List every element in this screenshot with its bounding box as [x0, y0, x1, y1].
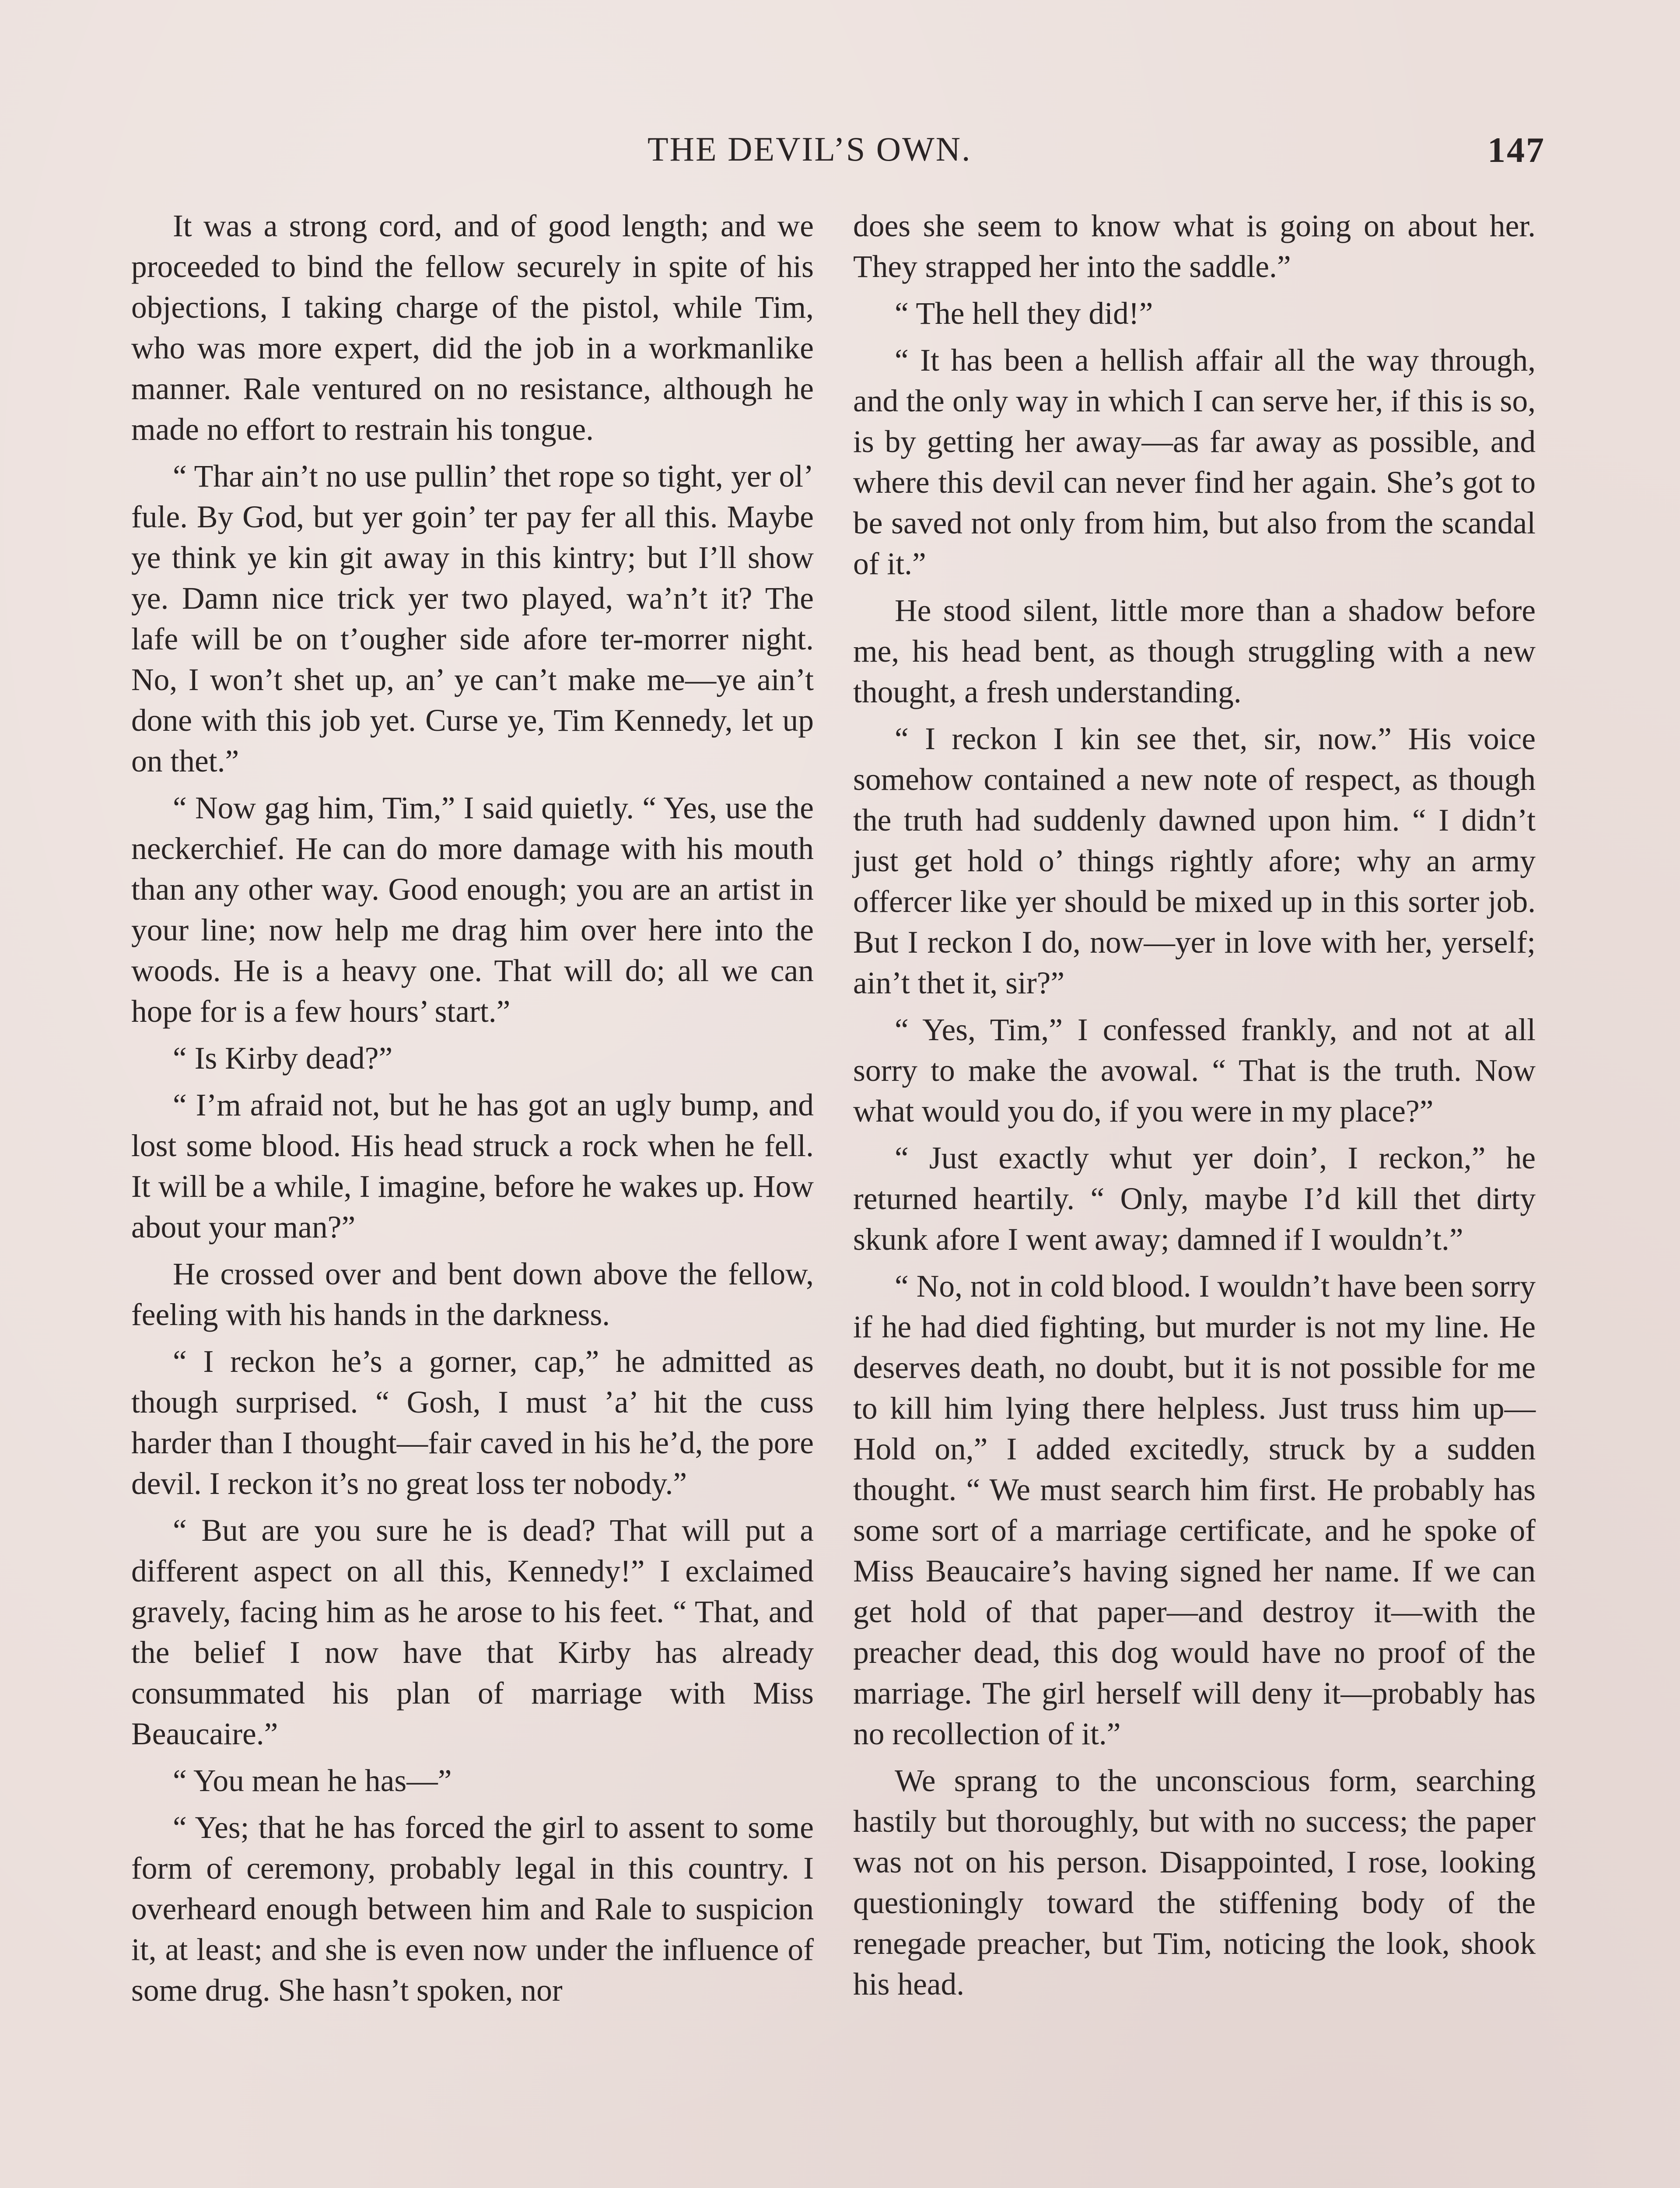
paragraph: “ I’m afraid not, but he has got an ugly bump, and lost some blood. His head struck a rock when he fell. It will be a while, I imagine, before he wakes up. How about your man?” — [131, 1088, 814, 1245]
paragraph: “ It has been a hellish affair all the way through, and the only way in which I can serve her, if this is so, is by getting her away—as far away as possible, and where this devil can never find her again. She’s got to be saved not only from him, but also from the scandal of it.” — [853, 343, 1536, 581]
paragraph: “ I reckon I kin see thet, sir, now.” His voice somehow contained a new note of respect, as though the truth had suddenly dawned upon him. “ I didn’t just get hold o’ things rightly afore; why an army offercer like yer should be mixed up in this sorter job. But I reckon I do, now—yer in love with her, yerself; ain’t thet it, sir?” — [853, 722, 1536, 1000]
paragraph: “ Thar ain’t no use pullin’ thet rope so tight, yer ol’ fule. By God, but yer goin’ ter pay fer all this. Maybe ye think ye kin git away in this kintry; but I’ll show ye. Damn nice trick yer two played, wa’n’t it? The lafe will be on t’ougher side afore ter-morrer night. No, I won’t shet up, an’ ye can’t make me—ye ain’t done with this job yet. Curse ye, Tim Kennedy, let up on thet.” — [131, 459, 814, 778]
paragraph: We sprang to the unconscious form, searching hastily but thoroughly, but with no success; the paper was not on his person. Disappointed, I rose, looking questioningly toward the stiffening body of the renegade preacher, but Tim, noticing the look, shook his head. — [853, 1764, 1536, 2002]
paragraph: “ You mean he has—” — [173, 1764, 452, 1798]
paragraph: “ But are you sure he is dead? That will put a different aspect on all this, Kennedy!” I exclaimed gravely, facing him as he arose to his feet. “ That, and the belief I now have that Kirby has already consummated his plan of marriage with Miss Beaucaire.” — [131, 1513, 814, 1751]
right-column — [853, 206, 1536, 2011]
paragraph-continued: does she seem to know what is going on about her. They strapped her into the saddle.” — [853, 209, 1536, 284]
paragraph: It was a strong cord, and of good length; and we proceeded to bind the fellow securely in spite of his objections, I taking charge of the pistol, while Tim, who was more expert, did the job in a workmanlike manner. Rale ventured on no resistance, although he made no effort to restrain his tongue. — [131, 209, 814, 447]
paragraph: “ Yes; that he has forced the girl to assent to some form of ceremony, probably legal in this country. I overheard enough between him and Rale to suspicion it, at least; and she is even now under the influence of some drug. She hasn’t spoken, nor — [131, 1810, 814, 2008]
paragraph: “ Yes, Tim,” I confessed frankly, and not at all sorry to make the avowal. “ That is the truth. Now what would you do, if you were in my place?” — [853, 1013, 1536, 1129]
paragraph: “ No, not in cold blood. I wouldn’t have been sorry if he had died fighting, but murder is not my line. He deserves death, no doubt, but it is not possible for me to kill him lying there helpless. Just truss him up— Hold on,” I added excitedly, struck by a sudden thought. “ We must search him first. He probably has some sort of a marriage certificate, and he spoke of Miss Beaucaire’s having signed her name. If we can get hold of that paper—and destroy it—with the preacher dead, this dog would have no proof of the marriage. The girl herself will deny it—probably has no recollection of it.” — [853, 1269, 1536, 1751]
paragraph: “ Is Kirby dead?” — [173, 1041, 393, 1076]
paragraph: “ The hell they did!” — [895, 296, 1153, 331]
paragraph: He stood silent, little more than a shadow before me, his head bent, as though struggling with a new thought, a fresh understanding. — [853, 593, 1536, 709]
paragraph: “ Now gag him, Tim,” I said quietly. “ Yes, use the neckerchief. He can do more damage with his mouth than any other way. Good enough; you are an artist in your line; now help me drag him over here into the woods. He is a heavy one. That will do; all we can hope for is a few hours’ start.” — [131, 791, 814, 1029]
paragraph: “ I reckon he’s a gorner, cap,” he admitted as though surprised. “ Gosh, I must ’a’ hit the cuss harder than I thought—fair caved in his he’d, the pore devil. I reckon it’s no great loss ter nobody.” — [131, 1344, 814, 1501]
page-number: 147 — [1488, 130, 1545, 170]
paragraph: He crossed over and bent down above the fellow, feeling with his hands in the darkness. — [131, 1257, 814, 1332]
page-header — [648, 130, 1545, 178]
running-head: THE DEVIL’S OWN. — [648, 130, 972, 168]
paragraph: “ Just exactly whut yer doin’, I reckon,” he returned heartily. “ Only, maybe I’d kill thet dirty skunk afore I went away; damned if I wouldn’t.” — [853, 1141, 1536, 1257]
left-column — [131, 206, 814, 2017]
